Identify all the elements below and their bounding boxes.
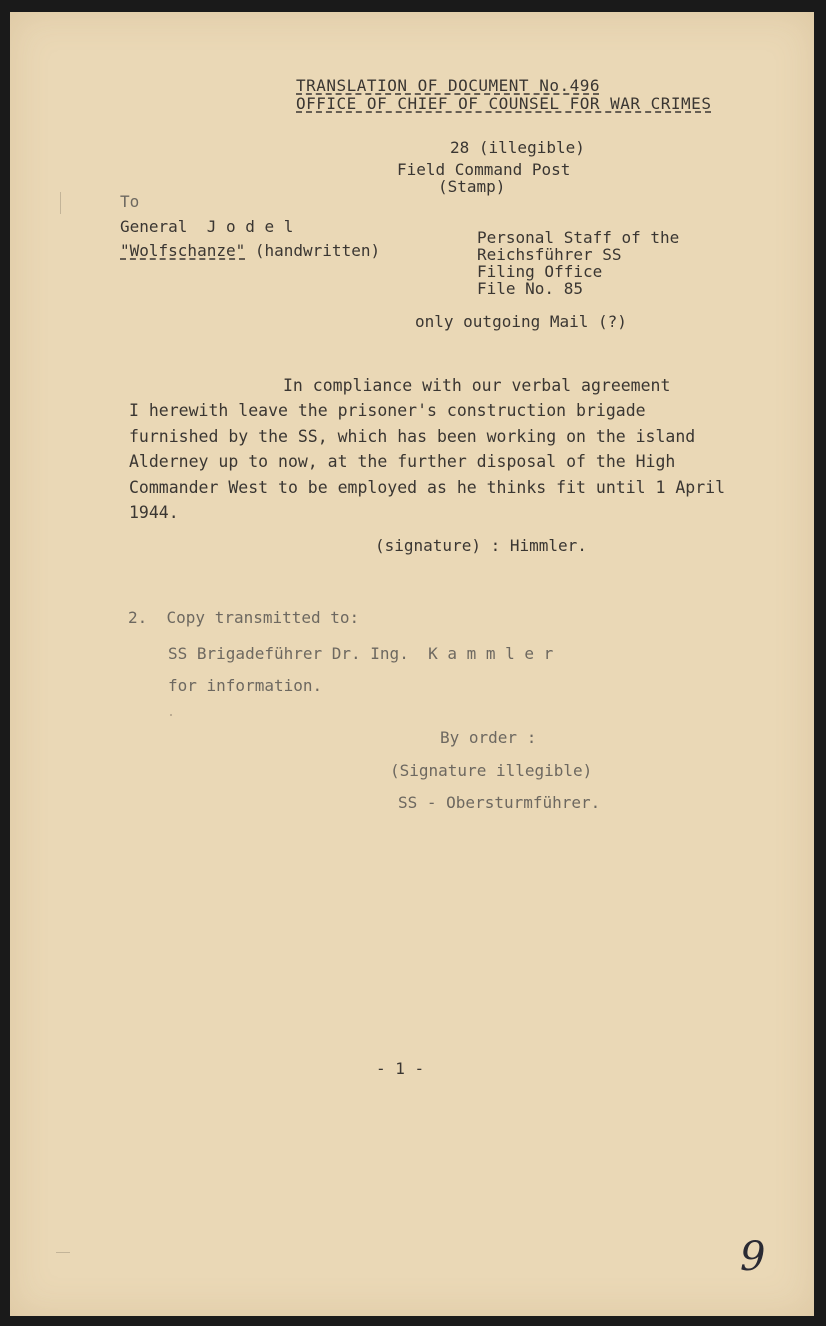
- document-number: 28 (illegible): [450, 138, 585, 157]
- body-line: furnished by the SS, which has been working on the island: [129, 427, 696, 446]
- page-number: - 1 -: [376, 1059, 425, 1078]
- body-line: Alderney up to now, at the further disposal of the High: [129, 452, 676, 471]
- office-title: OFFICE OF CHIEF OF COUNSEL FOR WAR CRIMES: [296, 94, 712, 113]
- paper-mark: [60, 192, 61, 214]
- body-line: 1944.: [129, 503, 179, 522]
- to-label: To: [120, 192, 140, 211]
- addressee-location: [120, 243, 380, 259]
- document-page: [10, 12, 814, 1316]
- field-command-post: Field Command Post: [397, 160, 571, 179]
- document-title: TRANSLATION OF DOCUMENT No.496: [296, 76, 600, 95]
- closing-signature: (Signature illegible): [390, 761, 593, 780]
- by-order: By order :: [440, 728, 537, 747]
- copy-purpose: for information.: [168, 676, 323, 695]
- body-line: Commander West to be employed as he thinks fit until 1 April: [129, 478, 726, 497]
- paper-mark: [170, 714, 172, 716]
- copy-heading: 2. Copy transmitted to:: [128, 608, 360, 627]
- addressee-name: General J o d e l: [120, 217, 294, 236]
- filing-line-2: Reichsführer SS: [477, 245, 622, 264]
- file-number: File No. 85: [477, 279, 583, 298]
- stamp-note: (Stamp): [438, 177, 506, 196]
- filing-line-3: Filing Office: [477, 262, 603, 281]
- body-line: I herewith leave the prisoner's construction brigade: [129, 401, 646, 420]
- himmler-signature: (signature) : Himmler.: [375, 536, 587, 555]
- handwritten-note: (handwritten): [245, 241, 381, 260]
- handwritten-page-number: 9: [740, 1234, 766, 1280]
- location-handwritten: "Wolfschanze": [120, 241, 246, 260]
- copy-recipient: SS Brigadeführer Dr. Ing. K a m m l e r: [168, 644, 554, 663]
- body-line: In compliance with our verbal agreement: [283, 376, 671, 395]
- closing-rank: SS - Obersturmführer.: [398, 793, 601, 812]
- mail-note: only outgoing Mail (?): [415, 312, 627, 331]
- filing-line-1: Personal Staff of the: [477, 228, 680, 247]
- paper-mark: [56, 1252, 70, 1253]
